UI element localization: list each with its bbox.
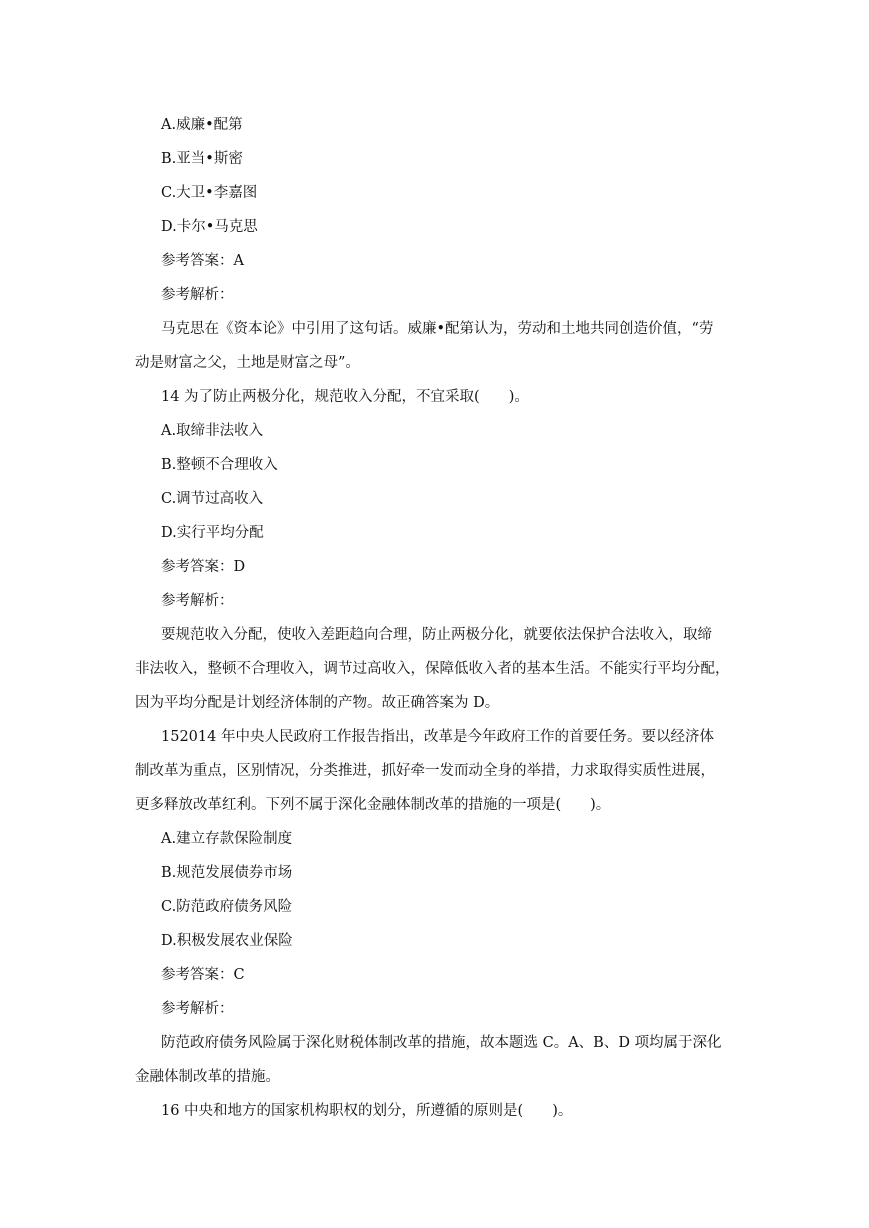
- q15-analysis-line-2: 金融体制改革的措施。: [135, 1069, 280, 1085]
- q15-question-line-1: 152014 年中央人民政府工作报告指出，改革是今年政府工作的首要任务。要以经济体: [161, 729, 714, 745]
- q15-analysis: [135, 1026, 739, 1094]
- q14-analysis-line-1: 要规范收入分配，使收入差距趋向合理，防止两极分化，就要依法保护合法收入，取缔: [161, 627, 712, 643]
- q14-analysis-line-3: 因为平均分配是计划经济体制的产物。故正确答案为 D。: [135, 695, 500, 711]
- q14-analysis-label: 参考解析：: [161, 593, 234, 609]
- q14-answer: 参考答案：D: [161, 559, 246, 575]
- q13-analysis: [135, 312, 739, 380]
- q15-question-line-3: 更多释放改革红利。下列不属于深化金融体制改革的措施的一项是( )。: [135, 797, 611, 813]
- q15-option-c: C.防范政府债务风险: [161, 899, 293, 915]
- q13-option-a: A.威廉•配第: [161, 117, 243, 133]
- document-body: [135, 108, 739, 1128]
- q16-question: 16 中央和地方的国家机构职权的划分，所遵循的原则是( )。: [161, 1103, 573, 1119]
- q13-option-b: B.亚当•斯密: [161, 151, 243, 167]
- q15-analysis-label: 参考解析：: [161, 1001, 234, 1017]
- q14-option-d: D.实行平均分配: [161, 525, 264, 541]
- q15-option-a: A.建立存款保险制度: [161, 831, 293, 847]
- q13-option-d: D.卡尔•马克思: [161, 219, 258, 235]
- q15-answer: 参考答案：C: [161, 967, 245, 983]
- q13-analysis-line-2: 动是财富之父，土地是财富之母”。: [135, 355, 360, 371]
- q15-option-d: D.积极发展农业保险: [161, 933, 293, 949]
- q14-option-b: B.整顿不合理收入: [161, 457, 278, 473]
- q13-analysis-line-1: 马克思在《资本论》中引用了这句话。威廉•配第认为，劳动和土地共同创造价值，“劳: [161, 321, 714, 337]
- q13-analysis-label: 参考解析：: [161, 287, 234, 303]
- q14-question: 14 为了防止两极分化，规范收入分配，不宜采取( )。: [161, 389, 529, 405]
- q15-question: [135, 720, 739, 822]
- q14-analysis-line-2: 非法收入，整顿不合理收入，调节过高收入，保障低收入者的基本生活。不能实行平均分配，: [135, 661, 730, 677]
- q13-answer: 参考答案：A: [161, 253, 244, 269]
- q14-option-c: C.调节过高收入: [161, 491, 264, 507]
- q13-option-c: C.大卫•李嘉图: [161, 185, 258, 201]
- q15-analysis-line-1: 防范政府债务风险属于深化财税体制改革的措施，故本题选 C。A、B、D 项均属于深化: [161, 1035, 722, 1051]
- q15-option-b: B.规范发展债券市场: [161, 865, 293, 881]
- q14-option-a: A.取缔非法收入: [161, 423, 264, 439]
- q14-analysis: [135, 618, 739, 720]
- q15-question-line-2: 制改革为重点，区别情况，分类推进，抓好牵一发而动全身的举措，力求取得实质性进展，: [135, 763, 715, 779]
